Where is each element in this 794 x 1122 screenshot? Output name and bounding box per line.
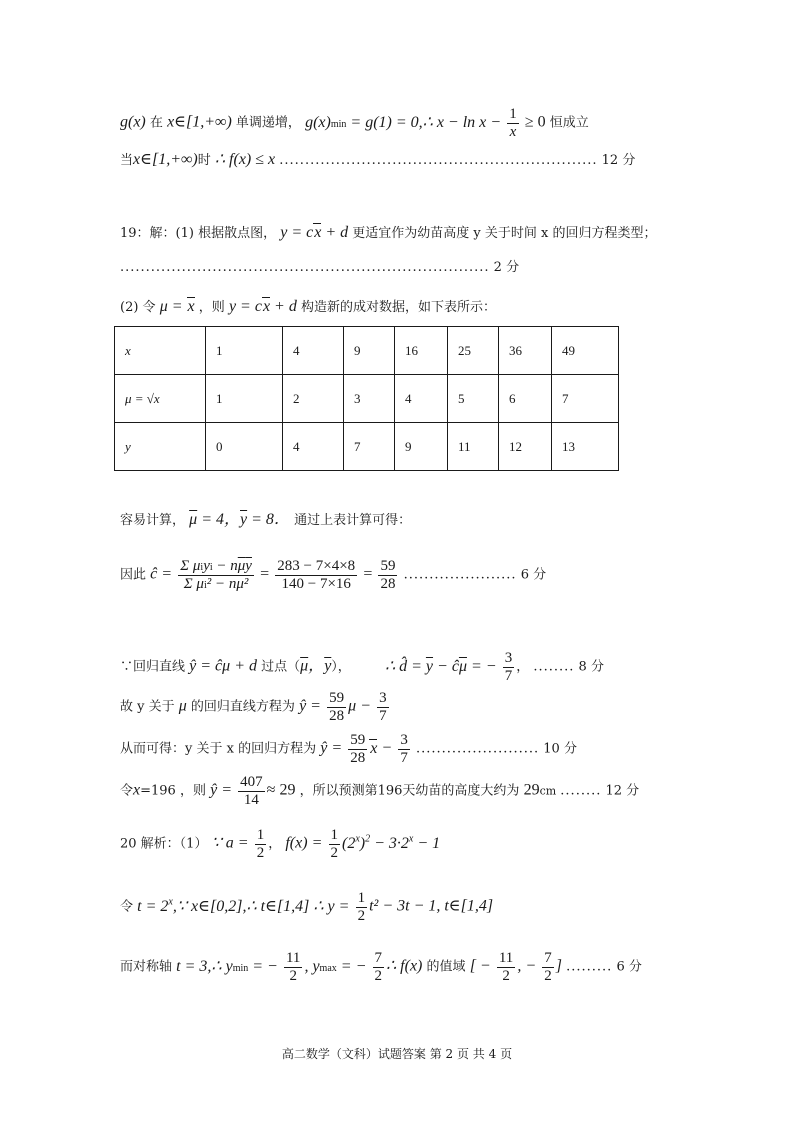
text: 从而可得：y 关于 x 的回归方程为	[120, 741, 317, 757]
score-label: 12 分	[605, 783, 640, 799]
leader-dots: ........................................................................	[120, 260, 490, 275]
fraction: $\frac{59}{28}$	[350, 732, 366, 766]
line-q20-3: 而对称轴 t = 3,∴ ymin = − $\frac{11}{2}$ , ymax = − $\frac{7}{2}$ ∴ f(x) 的值域 [ − $\frac{11}{2}$ , − $\frac{7}{2}$ ] ......... 6 分	[120, 950, 642, 984]
score-label: 6 分	[616, 959, 642, 975]
text: 故 y 关于	[120, 699, 175, 715]
line-conclusion	[120, 150, 635, 169]
math-reg: ŷ = ĉμ + d	[189, 657, 257, 675]
text: 的回归直线方程为	[190, 699, 295, 715]
leader-dots: .........	[566, 959, 613, 975]
fraction: $\frac{407}{14}$	[240, 774, 263, 808]
table-cell: 9	[395, 423, 448, 471]
math-domain: x∈[1,+∞)	[133, 151, 198, 168]
table-cell: 5	[448, 375, 499, 423]
data-table	[114, 326, 619, 471]
line-y-mu: 故 y 关于 μ 的回归直线方程为 ŷ = $\frac{59}{28}$ μ − $\frac{3}{7}$	[120, 690, 387, 724]
table-row	[115, 423, 619, 471]
text: 当	[120, 153, 134, 168]
table-cell: 2	[283, 375, 344, 423]
line-y-x: 从而可得：y 关于 x 的回归方程为 ŷ = $\frac{59}{28}$ x − $\frac{3}{7}$ ........................ 10 分	[120, 732, 577, 766]
math-gx: g(x)	[120, 113, 146, 131]
fraction: $\frac{1}{x}$	[509, 106, 517, 140]
math-mu-mean: $\overline{\mu} = 4$，$\overline{y} = 8$．	[189, 511, 290, 528]
leader-dots: ........	[533, 659, 575, 675]
table-cell: 25	[448, 327, 499, 375]
fraction: $\frac{59}{28}$	[380, 558, 396, 592]
text: 的值域	[426, 959, 466, 975]
fraction-sum: $\frac{\Sigma \mu iyi - n\overline{\mu}\overline{y}}{\Sigma \mu i^2 - n\overline{\mu}^2}$	[180, 558, 252, 592]
table-cell: 49	[552, 327, 619, 375]
text: 构造新的成对数据，如下表所示：	[300, 300, 496, 315]
table-row-head: μ = √x	[115, 375, 206, 423]
table-cell: 7	[344, 423, 395, 471]
table-row-head: y	[115, 423, 206, 471]
text: 恒成立	[549, 115, 589, 131]
table-cell: 6	[499, 375, 552, 423]
text: ∵回归直线	[120, 659, 186, 675]
score-label: 10 分	[543, 741, 577, 757]
leader-dots: ........	[560, 783, 602, 799]
score-label: 12 分	[601, 153, 636, 168]
text: (2) 令	[120, 300, 156, 315]
table-cell: 0	[206, 423, 283, 471]
table-cell: 1	[206, 327, 283, 375]
text: ，所以预测第196天幼苗的高度大约为	[299, 783, 520, 799]
table-cell: 7	[552, 375, 619, 423]
table-cell: 12	[499, 423, 552, 471]
table-cell: 1	[206, 375, 283, 423]
text: 19：解：(1) 根据散点图，	[120, 226, 277, 241]
math-fx-le-x: ∴ f(x) ≤ x	[214, 151, 276, 168]
fraction: $\frac{3}{7}$	[379, 690, 387, 724]
table-row-head: x	[115, 327, 206, 375]
fraction: $\frac{59}{28}$	[329, 690, 345, 724]
line-monotonic	[120, 106, 589, 140]
line-means	[120, 510, 411, 529]
line-predict: 令x=196 ，则 ŷ = $\frac{407}{14}$ ≈ 29 ，所以预测第196天幼苗的高度大约为 29cm ........ 12 分	[120, 774, 640, 808]
math-model: y = cx + d	[280, 224, 349, 241]
text: 因此	[120, 567, 147, 583]
fraction: $\frac{11}{2}$	[498, 950, 514, 984]
math-dhat: ∴ d̂ = $\overline{y}$ − $ĉ\overline{\mu}$ = −	[384, 657, 497, 675]
line-d-hat: ∵回归直线 ŷ = ĉμ + d 过点（$\overline{\mu}$，$\overline{y}$）， ∴ d̂ = $\overline{y}$ − $ĉ\overline{\mu}$ = − $\frac{3}{7}$ ， ........ 8 分	[120, 650, 604, 684]
score-label: 6 分	[520, 567, 547, 583]
leader-dots: ........................	[415, 741, 540, 757]
line-c-hat: 因此 ĉ = $\frac{\Sigma \mu iyi - n\overline{\mu}\overline{y}}{\Sigma \mu i^2 - n\overline{\mu}^2}$ = $\frac{283 - 7\times 4\times 8}{140 - 7\times 16}$ = $\frac{59}{28}$ ...................... 6 分	[120, 558, 547, 592]
fraction: $\frac{3}{7}$	[504, 650, 513, 684]
score-label: 8 分	[578, 659, 604, 675]
table-row	[115, 375, 619, 423]
fraction: $\frac{3}{7}$	[400, 732, 408, 766]
text: 容易计算，	[120, 513, 186, 528]
line-q20-1: 20 解析：（1） ∵ a = $\frac{1}{2}$ ， f(x) = $\frac{1}{2}$ $(2^x)^2 - 3\cdot 2^x - 1$	[120, 827, 441, 861]
fraction: $\frac{7}{2}$	[374, 950, 382, 984]
text: 令	[120, 783, 134, 799]
line-q19-score	[120, 260, 519, 276]
unit: cm	[539, 784, 557, 798]
line-q19-2	[120, 297, 496, 316]
text: 通过上表计算可得：	[294, 513, 412, 528]
text: 单调递增，	[235, 115, 301, 131]
text: ，则	[198, 300, 225, 315]
predict-value: 29	[523, 781, 540, 799]
table-cell: 36	[499, 327, 552, 375]
fraction: $\frac{1}{2}$	[256, 827, 265, 861]
table-cell: 3	[344, 375, 395, 423]
math-ge0: ≥ 0	[524, 113, 546, 131]
line-q19-1	[120, 223, 657, 242]
math-mu-def: μ = x	[159, 298, 195, 315]
text: 时	[197, 153, 211, 168]
text: 更适宜作为幼苗高度 y 关于时间 x 的回归方程类型；	[352, 226, 657, 241]
text: 20 解析：（1）	[120, 836, 208, 852]
leader-dots: ..............................................................	[279, 153, 598, 168]
table-cell: 4	[283, 423, 344, 471]
table-cell: 9	[344, 327, 395, 375]
table-row	[115, 327, 619, 375]
text: ，则	[179, 783, 206, 799]
table-cell: 16	[395, 327, 448, 375]
table-cell: 13	[552, 423, 619, 471]
score-label: 2 分	[493, 260, 520, 275]
math-model: y = cx + d	[228, 298, 297, 315]
text: 过点（	[261, 659, 301, 675]
fraction: $\frac{1}{2}$	[357, 890, 366, 924]
fraction: $\frac{11}{2}$	[285, 950, 301, 984]
leader-dots: ......................	[403, 567, 517, 583]
text: 在	[149, 115, 163, 131]
table-cell: 4	[395, 375, 448, 423]
fraction: $\frac{1}{2}$	[330, 827, 338, 861]
math-domain: x∈[1,+∞)	[167, 113, 232, 131]
math-gmin: g(x)min = g(1) = 0,∴ x − ln x −	[305, 113, 502, 131]
text: 而对称轴	[120, 959, 173, 975]
fraction: $\frac{283 - 7\times 4\times 8}{140 - 7\times 16}$	[277, 558, 356, 592]
line-q20-2: 令 $t = 2^x,\because$ x∈[0,2],∴ t∈[1,4] ∴ y = $\frac{1}{2}$ t² − 3t − 1, t∈[1,4]	[120, 890, 494, 924]
page-footer: 高二数学（文科）试题答案 第 2 页 共 4 页	[281, 1047, 513, 1061]
table-cell: 11	[448, 423, 499, 471]
text: 令	[120, 899, 134, 915]
math-chat: ĉ =	[150, 565, 173, 583]
fraction: $\frac{7}{2}$	[544, 950, 552, 984]
table-cell: 4	[283, 327, 344, 375]
